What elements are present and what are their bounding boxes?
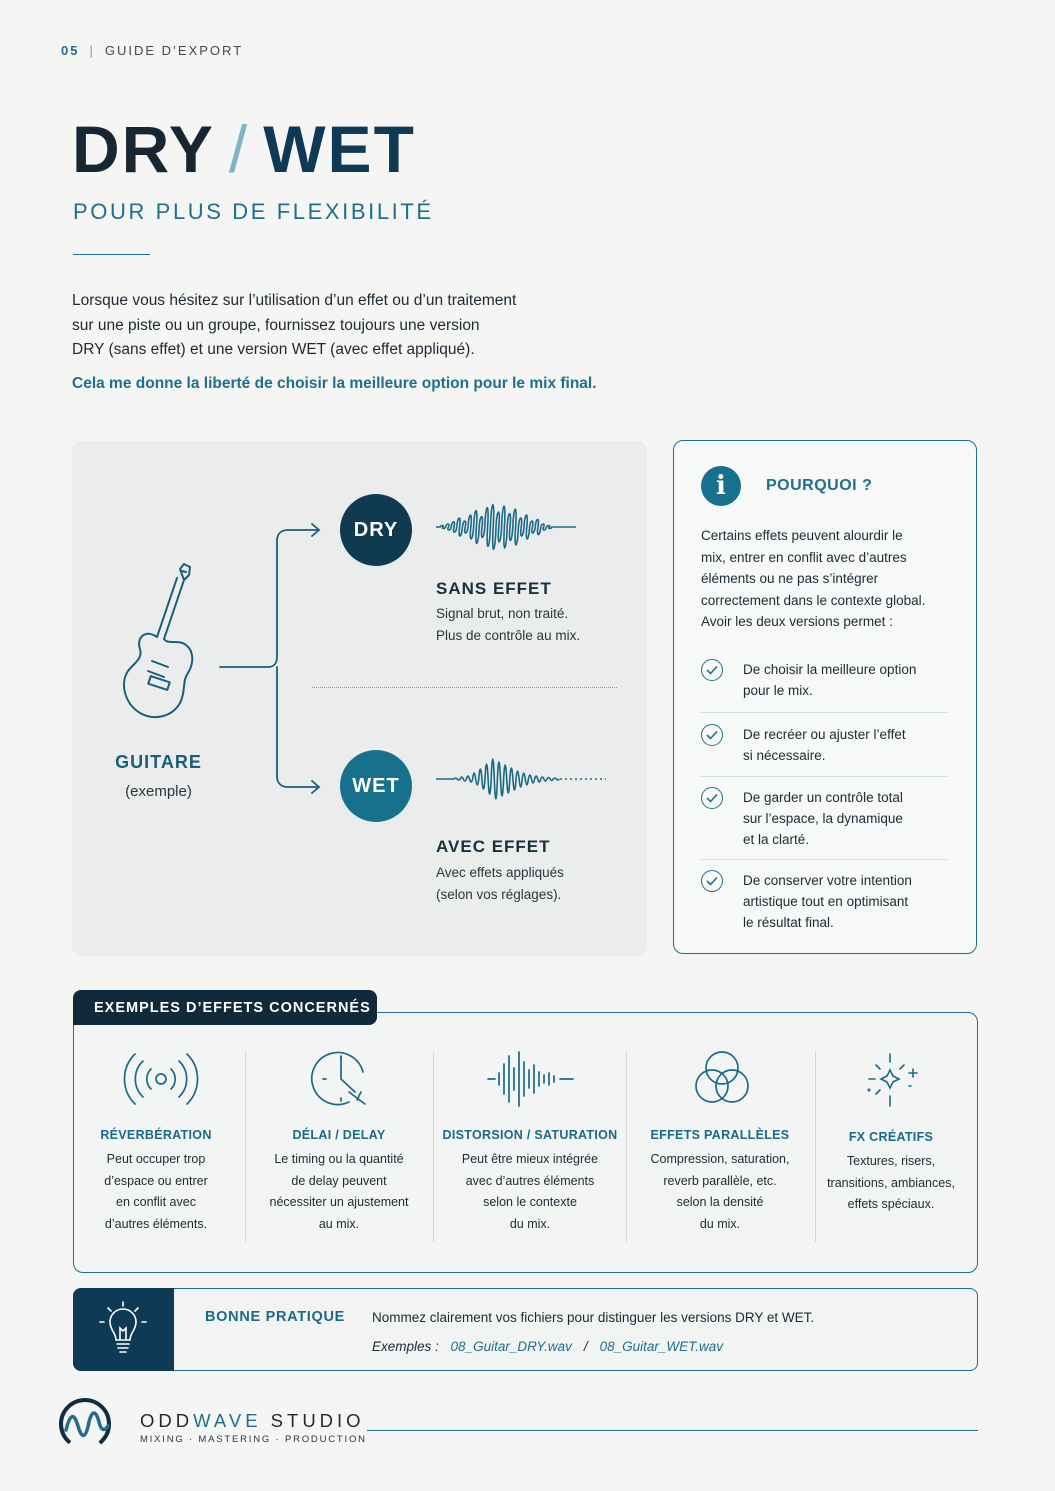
item-divider bbox=[701, 712, 947, 713]
why-item-line: le résultat final. bbox=[743, 915, 834, 930]
example-line: en conflit avec bbox=[116, 1195, 196, 1209]
example-line: transitions, ambiances, bbox=[827, 1175, 955, 1190]
why-item-line: De choisir la meilleure option bbox=[743, 662, 917, 677]
why-line: Avoir les deux versions permet : bbox=[701, 614, 893, 629]
best-practice-examples bbox=[372, 1339, 723, 1354]
brand-wave: WAVE bbox=[193, 1410, 262, 1431]
diagram-divider bbox=[312, 687, 617, 688]
best-practice-icon-area bbox=[73, 1288, 174, 1371]
example-title: RÉVERBÉRATION bbox=[100, 1128, 212, 1142]
page-subtitle: POUR PLUS DE FLEXIBILITÉ bbox=[73, 199, 434, 224]
check-circle-icon bbox=[701, 870, 723, 892]
example-line: du mix. bbox=[699, 1216, 741, 1231]
examples-tab: EXEMPLES D’EFFETS CONCERNÉS bbox=[73, 990, 377, 1025]
lightbulb-icon bbox=[73, 1288, 174, 1371]
header-separator: | bbox=[89, 43, 95, 58]
wet-description bbox=[436, 862, 636, 906]
title-slash: / bbox=[228, 112, 250, 186]
distortion-wave-icon bbox=[488, 1052, 573, 1106]
brand-studio: STUDIO bbox=[261, 1410, 365, 1431]
example-separator bbox=[626, 1052, 627, 1242]
best-practice-label: BONNE PRATIQUE bbox=[205, 1309, 346, 1325]
parallel-circles-icon bbox=[696, 1052, 748, 1102]
example-line: Peut occuper trop bbox=[106, 1152, 206, 1166]
file-dry: 08_Guitar_DRY.wav bbox=[450, 1339, 572, 1354]
why-item-line: si nécessaire. bbox=[743, 748, 826, 763]
example-title: DÉLAI / DELAY bbox=[292, 1128, 386, 1142]
sparkle-icon bbox=[868, 1054, 917, 1106]
file-separator: / bbox=[583, 1339, 588, 1354]
example-line: d’espace ou entrer bbox=[104, 1173, 208, 1188]
why-title: POURQUOI ? bbox=[766, 477, 873, 494]
why-item-line: sur l’espace, la dynamique bbox=[743, 811, 903, 826]
why-text bbox=[701, 525, 951, 633]
best-practice-box bbox=[73, 1288, 978, 1371]
oddwave-logo-icon bbox=[56, 1396, 116, 1452]
wet-title: AVEC EFFET bbox=[436, 837, 551, 856]
best-practice-text: Nommez clairement vos fichiers pour distinguer les versions DRY et WET. bbox=[372, 1310, 815, 1325]
delay-clock-icon bbox=[312, 1053, 365, 1105]
dry-waveform-icon bbox=[436, 505, 576, 550]
dry-line: Plus de contrôle au mix. bbox=[436, 628, 581, 643]
studio-tagline: MIXING · MASTERING · PRODUCTION bbox=[140, 1434, 367, 1445]
example-line: Textures, risers, bbox=[846, 1154, 936, 1168]
dry-description bbox=[436, 603, 636, 647]
example-reverb bbox=[86, 1128, 226, 1235]
intro-line: DRY (sans effet) et une version WET (avec effet appliqué). bbox=[72, 341, 475, 358]
example-line: de delay peuvent bbox=[291, 1173, 387, 1188]
wet-badge: WET bbox=[340, 750, 412, 822]
example-title: FX CRÉATIFS bbox=[848, 1130, 934, 1144]
example-line: Compression, saturation, bbox=[650, 1152, 790, 1166]
example-line: Le timing ou la quantité bbox=[274, 1152, 404, 1166]
example-creative-fx bbox=[820, 1130, 962, 1216]
why-item-line: et la clarté. bbox=[743, 832, 810, 847]
why-line: correctement dans le contexte global. bbox=[701, 592, 926, 608]
page-header bbox=[61, 43, 243, 58]
example-separator bbox=[815, 1052, 816, 1242]
why-line: Certains effets peuvent alourdir le bbox=[701, 528, 903, 543]
example-line: nécessiter un ajustement bbox=[269, 1195, 409, 1209]
dry-badge: DRY bbox=[340, 494, 412, 566]
item-divider bbox=[701, 776, 947, 777]
example-separator bbox=[433, 1052, 434, 1242]
dry-title: SANS EFFET bbox=[436, 579, 552, 598]
example-delay bbox=[253, 1128, 425, 1235]
title-dry: DRY bbox=[72, 112, 215, 186]
check-circle-icon bbox=[701, 787, 723, 809]
example-line: au mix. bbox=[318, 1216, 360, 1231]
guitar-icon bbox=[124, 564, 192, 717]
example-line: avec d’autres éléments bbox=[465, 1173, 595, 1188]
page-title bbox=[72, 112, 416, 186]
example-distortion bbox=[438, 1128, 622, 1235]
intro-highlight: Cela me donne la liberté de choisir la meilleure option pour le mix final. bbox=[72, 375, 597, 392]
info-icon: i bbox=[701, 466, 741, 506]
why-line: éléments ou ne pas s’intégrer bbox=[701, 571, 879, 586]
brand-odd: ODD bbox=[140, 1410, 194, 1431]
wet-wave-path bbox=[436, 759, 559, 799]
page-number: 05 bbox=[61, 43, 80, 58]
example-line: reverb parallèle, etc. bbox=[663, 1173, 777, 1188]
reverb-icon bbox=[124, 1054, 197, 1104]
example-line: Peut être mieux intégrée bbox=[461, 1152, 599, 1166]
why-item-line: De garder un contrôle total bbox=[743, 790, 903, 805]
example-parallel bbox=[634, 1128, 806, 1235]
example-line: du mix. bbox=[509, 1216, 551, 1231]
title-wet: WET bbox=[263, 112, 416, 186]
intro-line: Lorsque vous hésitez sur l’utilisation d’un effet ou d’un traitement bbox=[72, 292, 517, 309]
example-line: effets spéciaux. bbox=[847, 1197, 935, 1211]
examples-label: Exemples : bbox=[372, 1339, 439, 1354]
file-wet: 08_Guitar_WET.wav bbox=[599, 1339, 723, 1354]
example-separator bbox=[245, 1052, 246, 1242]
why-line: mix, entrer en conflit avec d’autres bbox=[701, 549, 907, 565]
wet-line: (selon vos réglages). bbox=[436, 887, 562, 902]
item-divider bbox=[701, 859, 947, 860]
example-line: selon le contexte bbox=[483, 1195, 577, 1209]
intro-text bbox=[72, 289, 592, 363]
title-rule bbox=[73, 254, 150, 255]
source-label: GUITARE bbox=[115, 752, 202, 772]
intro-line: sur une piste ou un groupe, fournissez toujours une version bbox=[72, 316, 480, 334]
example-title: DISTORSION / SATURATION bbox=[442, 1128, 618, 1142]
examples-icons bbox=[73, 1040, 978, 1120]
example-title: EFFETS PARALLÈLES bbox=[650, 1128, 790, 1142]
why-item-line: pour le mix. bbox=[743, 683, 813, 698]
footer-rule bbox=[367, 1430, 978, 1431]
dry-wave-path bbox=[436, 505, 576, 550]
example-line: selon la densité bbox=[676, 1195, 764, 1209]
dry-line: Signal brut, non traité. bbox=[436, 606, 569, 621]
section-title: GUIDE D’EXPORT bbox=[104, 43, 244, 58]
example-line: d’autres éléments. bbox=[104, 1216, 208, 1231]
why-item-line: De conserver votre intention bbox=[743, 873, 912, 888]
wet-line: Avec effets appliqués bbox=[436, 865, 564, 880]
check-circle-icon bbox=[701, 724, 723, 746]
check-circle-icon bbox=[701, 659, 723, 681]
studio-name bbox=[140, 1410, 365, 1432]
source-sub: (exemple) bbox=[125, 783, 192, 800]
wet-waveform-icon bbox=[436, 759, 606, 799]
why-item-line: De recréer ou ajuster l’effet bbox=[743, 727, 906, 742]
why-item-line: artistique tout en optimisant bbox=[743, 894, 909, 909]
